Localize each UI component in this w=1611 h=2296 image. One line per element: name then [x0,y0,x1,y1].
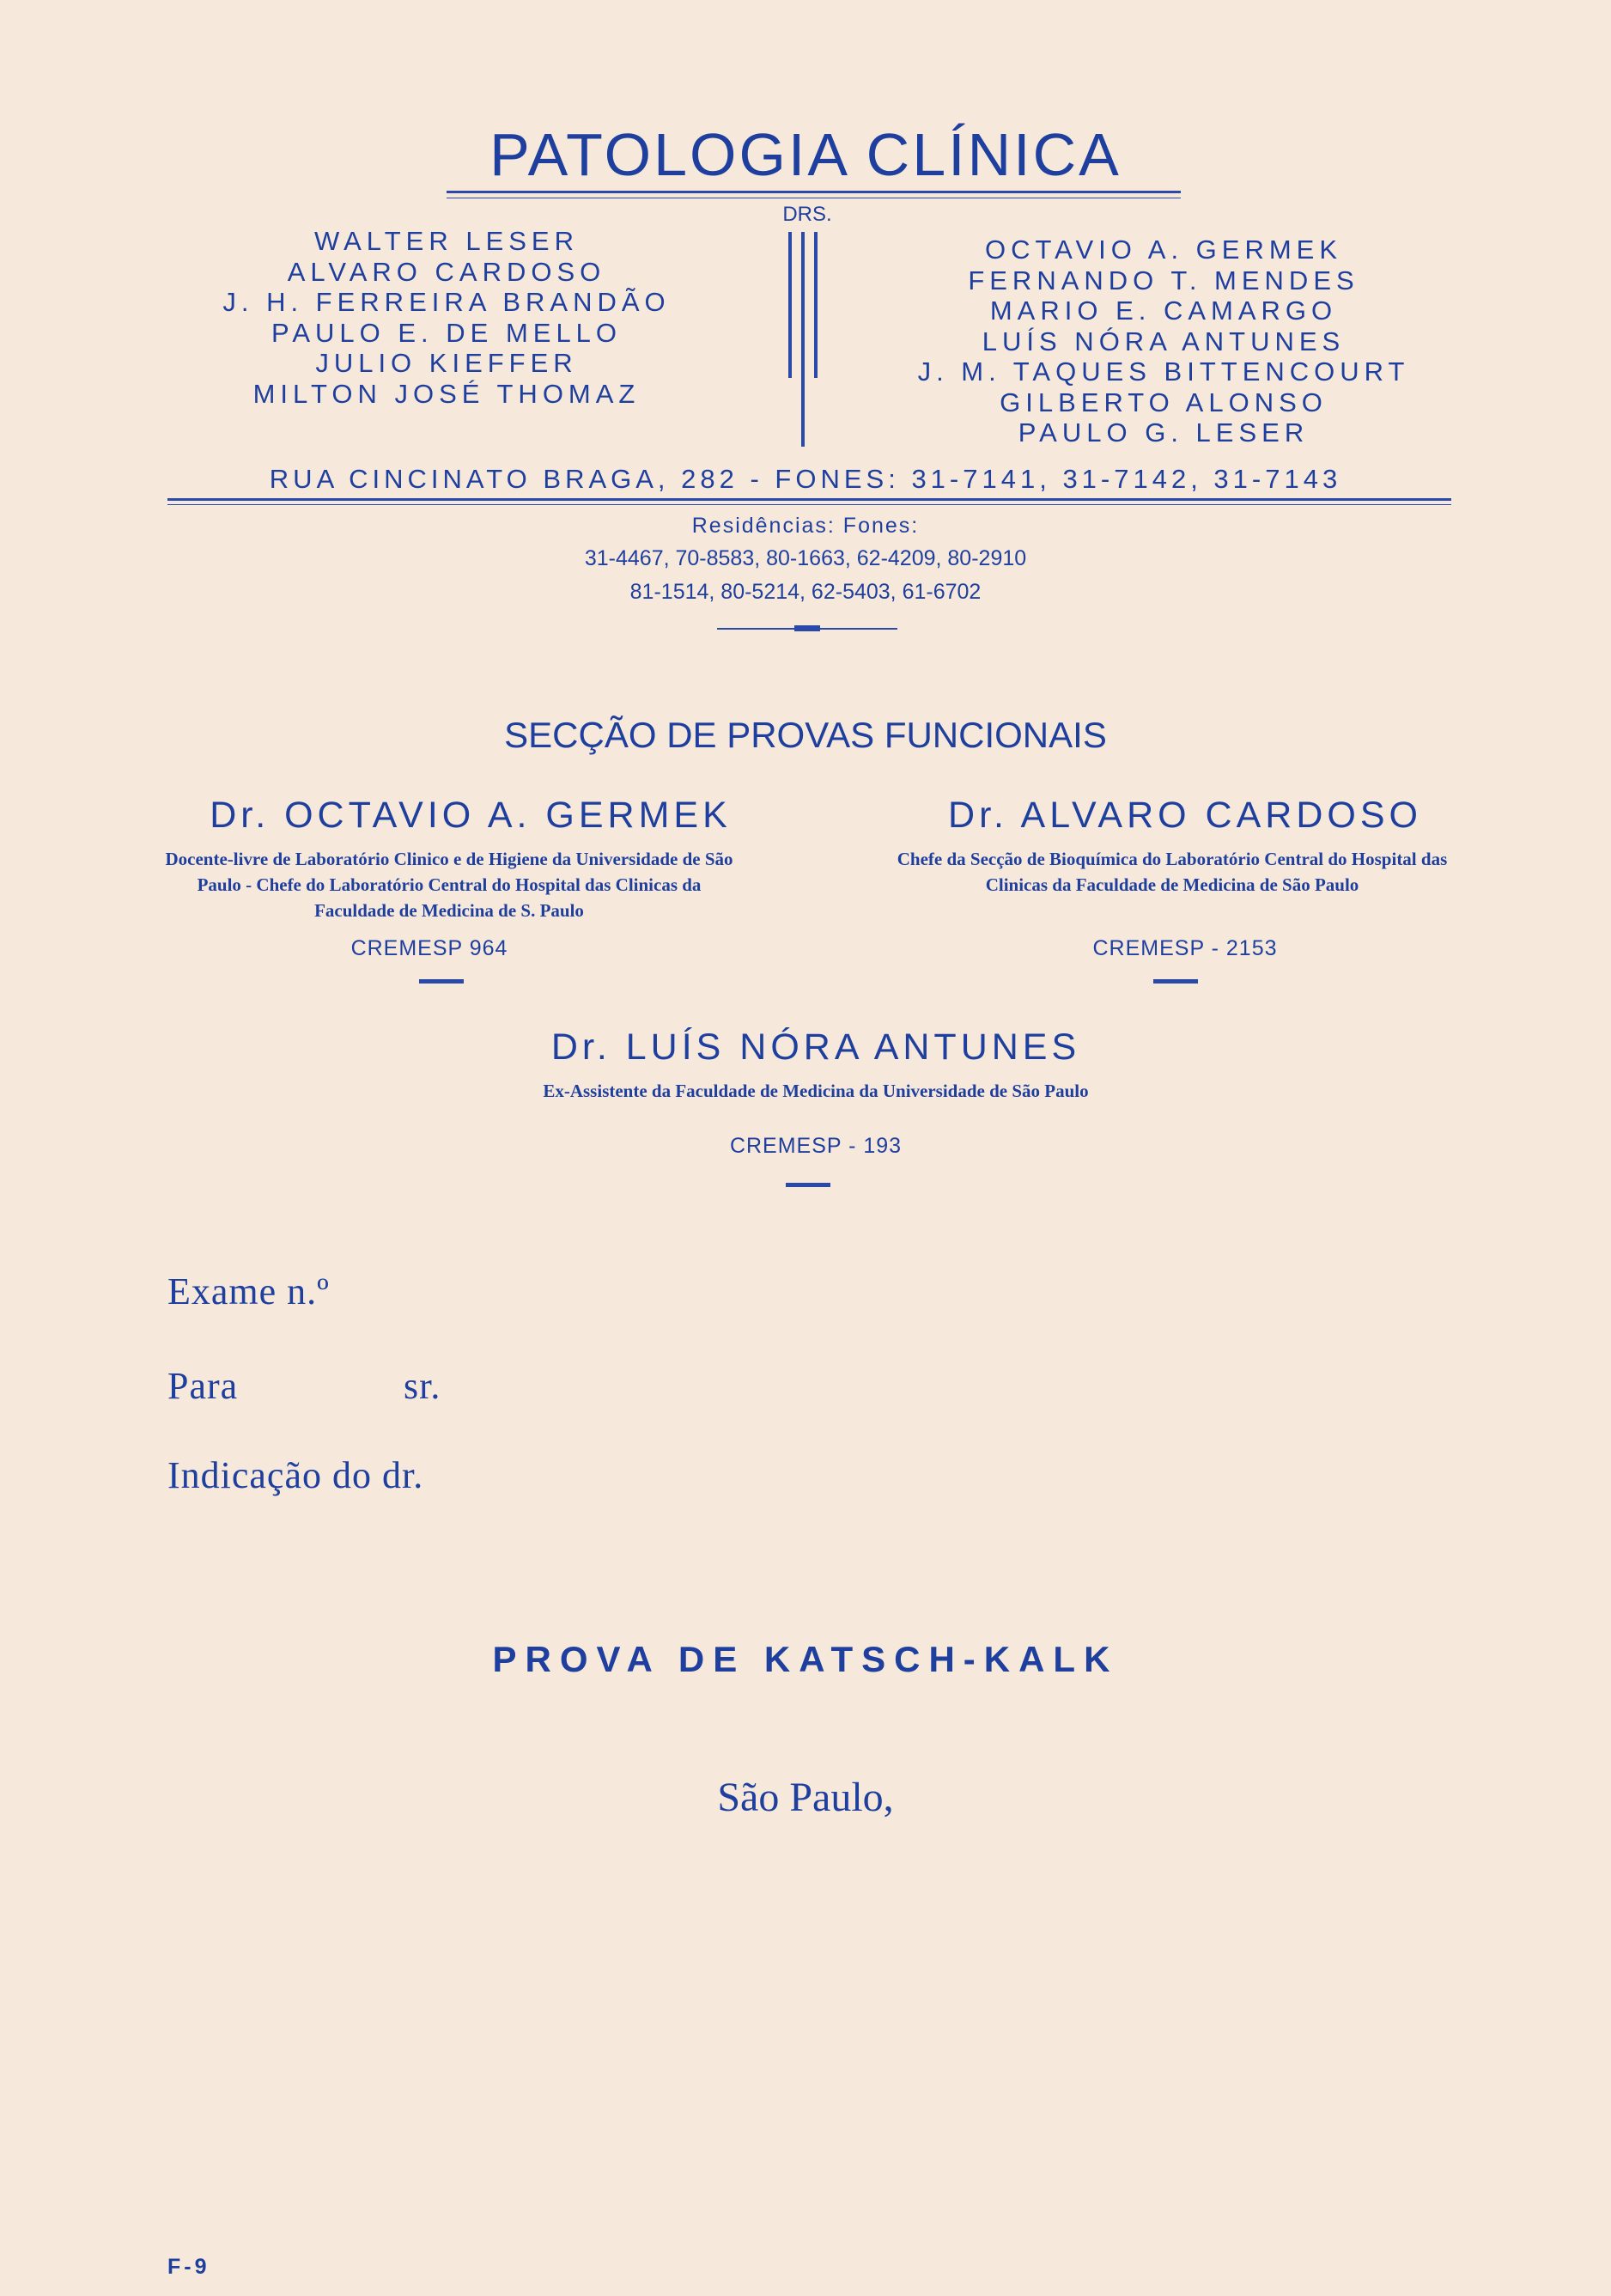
doctor-a-ornament [419,979,464,984]
doctor-b-registration: CREMESP - 2153 [1092,936,1278,960]
doctor-a-description: Docente-livre de Laboratório Clinico e de Higiene da Universidade de São Paulo - Chefe do Laboratório Central do Hospital das Clinicas da Faculdade de Medicina de S. Paulo [165,849,733,921]
drs-label: DRS. [782,203,832,226]
test-title: PROVA DE KATSCH-KALK [492,1639,1119,1679]
left-doctor-5: JULIO KIEFFER [315,348,578,378]
left-doctor-1: WALTER LESER [314,226,579,256]
divider-bar-left [788,232,792,378]
address-line: RUA CINCINATO BRAGA, 282 - FONES: 31-7141, 31-7142, 31-7143 [269,464,1342,494]
exam-number-label: Exame n.º [167,1270,330,1312]
divider-bar-center [801,232,805,447]
address-rule [167,498,1451,501]
ornament-center [794,625,820,631]
indication-label: Indicação do dr. [167,1454,424,1496]
right-doctor-7: PAULO G. LESER [1018,417,1310,448]
right-doctor-4: LUÍS NÓRA ANTUNES [982,326,1346,356]
residence-phones-1: 31-4467, 70-8583, 80-1663, 62-4209, 80-2910 [584,546,1027,570]
letterhead-title: PATOLOGIA CLÍNICA [489,121,1122,188]
section-title: SECÇÃO DE PROVAS FUNCIONAIS [504,715,1107,755]
title-rule [447,191,1181,193]
doctor-a-name: Dr. OCTAVIO A. GERMEK [210,795,732,836]
left-doctor-3: J. H. FERREIRA BRANDÃO [222,287,671,317]
right-doctor-list [906,234,1421,448]
doctor-c-description: Ex-Assistente da Faculdade de Medicina da Universidade de São Paulo [543,1081,1089,1101]
right-doctor-6: GILBERTO ALONSO [1000,387,1328,417]
doctor-b-name: Dr. ALVARO CARDOSO [948,795,1422,836]
doctor-b-ornament [1153,979,1198,984]
doctor-b-description: Chefe da Secção de Bioquímica do Laboratório Central do Hospital das Clinicas da Faculdade de Medicina de São Paulo [897,849,1448,895]
doctor-a-registration: CREMESP 964 [350,936,508,960]
right-doctor-5: J. M. TAQUES BITTENCOURT [917,356,1410,387]
right-doctor-1: OCTAVIO A. GERMEK [984,234,1343,265]
form-code: F-9 [167,2255,210,2279]
doctor-c-ornament [786,1183,830,1187]
city-date-line: São Paulo, [717,1775,894,1820]
sr-label: sr. [404,1365,441,1407]
residences-label: Residências: Fones: [691,514,920,538]
doctor-c-name: Dr. LUÍS NÓRA ANTUNES [550,1026,1081,1068]
doctor-c-registration: CREMESP - 193 [729,1134,903,1158]
left-doctor-4: PAULO E. DE MELLO [271,317,623,348]
right-doctor-2: FERNANDO T. MENDES [968,265,1359,295]
address-rule-thin [167,504,1451,505]
left-doctor-6: MILTON JOSÉ THOMAZ [252,378,641,409]
left-doctor-list [215,226,678,409]
right-doctor-3: MARIO E. CAMARGO [989,295,1338,326]
left-doctor-2: ALVARO CARDOSO [287,256,606,287]
residence-phones-2: 81-1514, 80-5214, 62-5403, 61-6702 [629,580,982,604]
divider-bar-right [814,232,818,378]
para-label: Para [167,1365,239,1407]
